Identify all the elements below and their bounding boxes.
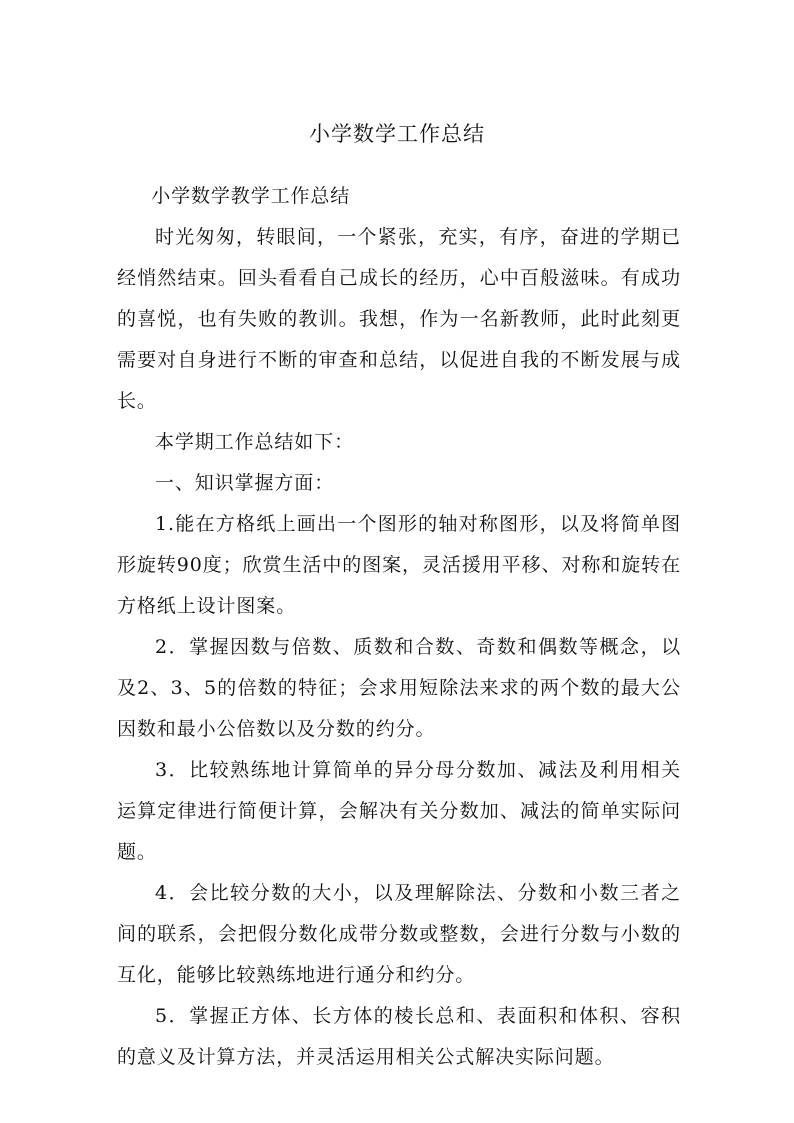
paragraph-summary-lead: 本学期工作总结如下： bbox=[155, 431, 355, 453]
document-body bbox=[117, 176, 681, 1078]
list-item-5: 5．掌握正方体、长方体的棱长总和、表面积和体积、容积的意义及计算方法，并灵活运用相关公式解决实际问题。 bbox=[117, 1005, 681, 1068]
document-title: 小学数学工作总结 bbox=[309, 122, 485, 146]
list-item-3: 3．比较熟练地计算简单的异分母分数加、减法及利用相关运算定律进行简便计算，会解决有关分数加、减法的简单实际问题。 bbox=[117, 759, 681, 863]
paragraph-intro: 时光匆匆，转眼间，一个紧张，充实，有序，奋进的学期已经悄然结束。回头看看自己成长的经历，心中百般滋味。有成功的喜悦，也有失败的教训。我想，作为一名新教师，此时此刻更需要对自身进行不断的审查和总结，以促进自我的不断发展与成长。 bbox=[117, 226, 681, 412]
section-heading-knowledge: 一、知识掌握方面： bbox=[155, 472, 335, 494]
document-subtitle: 小学数学教学工作总结 bbox=[151, 185, 351, 207]
list-item-4: 4．会比较分数的大小，以及理解除法、分数和小数三者之间的联系，会把假分数化成带分数或整数，会进行分数与小数的互化，能够比较熟练地进行通分和约分。 bbox=[117, 882, 681, 986]
list-item-2: 2．掌握因数与倍数、质数和合数、奇数和偶数等概念，以及2、3、5的倍数的特征；会求用短除法来求的两个数的最大公因数和最小公倍数以及分数的约分。 bbox=[117, 636, 681, 740]
list-item-1: 1.能在方格纸上画出一个图形的轴对称图形，以及将简单图形旋转90度；欣赏生活中的图案，灵活援用平移、对称和旋转在方格纸上设计图案。 bbox=[117, 513, 681, 617]
